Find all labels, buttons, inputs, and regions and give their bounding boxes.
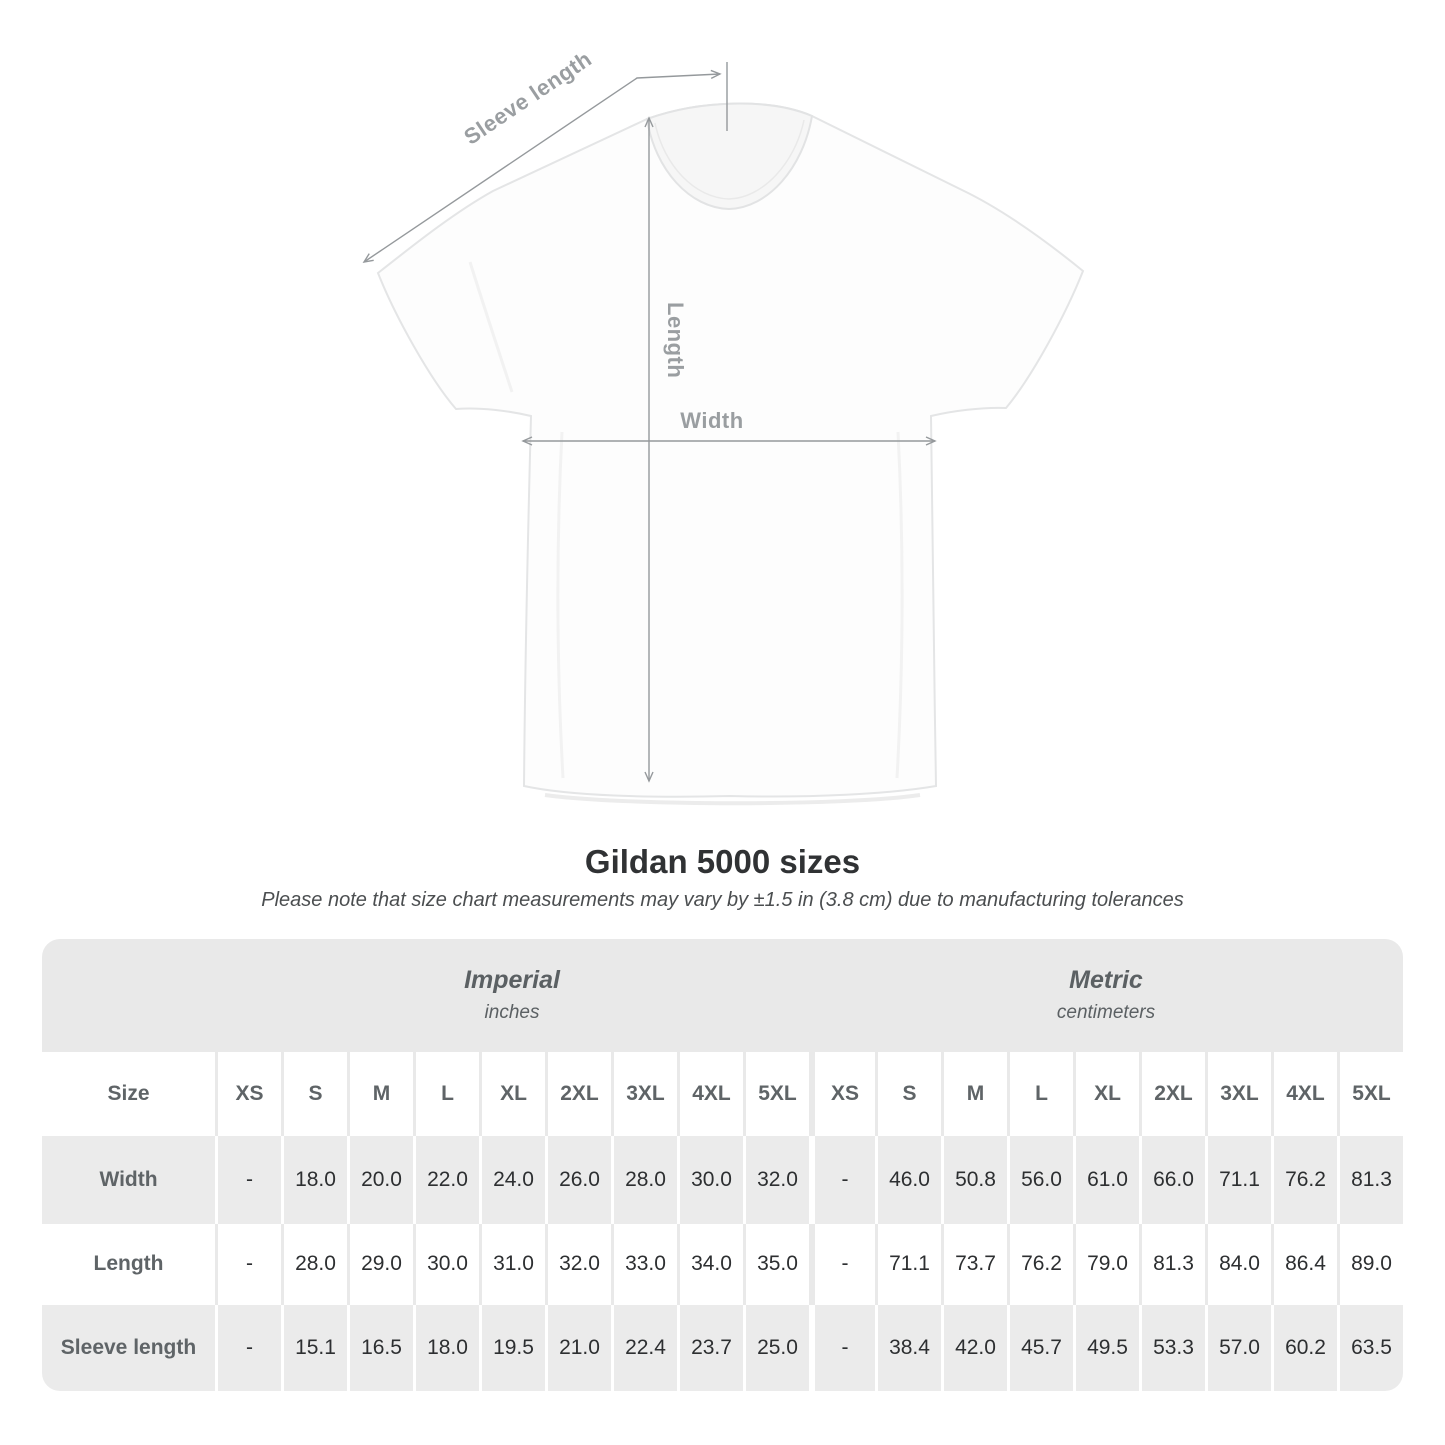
sleeve-length-label: Sleeve length: [459, 45, 597, 150]
value-cell: 22.4: [611, 1305, 677, 1391]
size-header-cell: 3XL: [1205, 1052, 1271, 1136]
value-cell: 20.0: [347, 1136, 413, 1224]
value-cell: 38.4: [875, 1305, 941, 1391]
value-cell: 22.0: [413, 1136, 479, 1224]
value-cell: 18.0: [413, 1305, 479, 1391]
value-cell: 16.5: [347, 1305, 413, 1391]
value-cell: 19.5: [479, 1305, 545, 1391]
value-cell: 26.0: [545, 1136, 611, 1224]
unit-groups-header: [42, 939, 1403, 1052]
size-header-cell: S: [281, 1052, 347, 1136]
value-cell: -: [809, 1136, 875, 1224]
value-cell: 73.7: [941, 1224, 1007, 1305]
size-header-cell: L: [413, 1052, 479, 1136]
value-cell: 76.2: [1271, 1136, 1337, 1224]
value-cell: 79.0: [1073, 1224, 1139, 1305]
value-cell: 46.0: [875, 1136, 941, 1224]
value-cell: 71.1: [875, 1224, 941, 1305]
unit-header-spacer: [42, 939, 215, 1052]
size-column-header: Size: [42, 1052, 215, 1136]
value-cell: 30.0: [413, 1224, 479, 1305]
size-header-cell: 5XL: [743, 1052, 809, 1136]
value-cell: 56.0: [1007, 1136, 1073, 1224]
value-cell: 31.0: [479, 1224, 545, 1305]
value-cell: 81.3: [1337, 1136, 1403, 1224]
value-cell: 66.0: [1139, 1136, 1205, 1224]
tolerance-note: Please note that size chart measurements may vary by ±1.5 in (3.8 cm) due to manufacturing tolerances: [261, 888, 1184, 911]
value-cell: 57.0: [1205, 1305, 1271, 1391]
value-cell: 28.0: [611, 1136, 677, 1224]
size-header-cell: 4XL: [1271, 1052, 1337, 1136]
unit-group-imperial: [215, 966, 809, 1024]
unit-group-metric: [809, 966, 1403, 1024]
size-header-cell: 5XL: [1337, 1052, 1403, 1136]
length-row: [42, 1224, 1403, 1305]
value-cell: -: [809, 1305, 875, 1391]
value-cell: 63.5: [1337, 1305, 1403, 1391]
value-cell: 34.0: [677, 1224, 743, 1305]
row-label: Sleeve length: [42, 1305, 215, 1391]
page-title: Gildan 5000 sizes: [584, 843, 861, 880]
value-cell: -: [809, 1224, 875, 1305]
value-cell: 53.3: [1139, 1305, 1205, 1391]
value-cell: 28.0: [281, 1224, 347, 1305]
size-header-cell: M: [941, 1052, 1007, 1136]
value-cell: 23.7: [677, 1305, 743, 1391]
value-cell: 45.7: [1007, 1305, 1073, 1391]
row-label: Length: [42, 1224, 215, 1305]
size-table: [42, 939, 1403, 1391]
value-cell: 42.0: [941, 1305, 1007, 1391]
value-cell: 81.3: [1139, 1224, 1205, 1305]
size-header-cell: 2XL: [1139, 1052, 1205, 1136]
value-cell: 60.2: [1271, 1305, 1337, 1391]
size-header-cell: 3XL: [611, 1052, 677, 1136]
width-label: Width: [680, 408, 744, 433]
width-row: [42, 1136, 1403, 1224]
size-header-cell: XL: [1073, 1052, 1139, 1136]
value-cell: 24.0: [479, 1136, 545, 1224]
value-cell: 25.0: [743, 1305, 809, 1391]
size-header-row: [42, 1052, 1403, 1136]
value-cell: 18.0: [281, 1136, 347, 1224]
sleeve-length-row: [42, 1305, 1403, 1391]
value-cell: 21.0: [545, 1305, 611, 1391]
size-header-cell: L: [1007, 1052, 1073, 1136]
measurements-table: [42, 1052, 1403, 1391]
value-cell: -: [215, 1305, 281, 1391]
value-cell: 15.1: [281, 1305, 347, 1391]
value-cell: 50.8: [941, 1136, 1007, 1224]
size-header-cell: M: [347, 1052, 413, 1136]
metric-units: centimeters: [1056, 1002, 1156, 1024]
imperial-label: Imperial: [464, 966, 560, 995]
size-header-cell: XS: [215, 1052, 281, 1136]
value-cell: -: [215, 1224, 281, 1305]
size-header-cell: S: [875, 1052, 941, 1136]
value-cell: 30.0: [677, 1136, 743, 1224]
value-cell: 32.0: [545, 1224, 611, 1305]
value-cell: 61.0: [1073, 1136, 1139, 1224]
value-cell: 71.1: [1205, 1136, 1271, 1224]
size-header-cell: 2XL: [545, 1052, 611, 1136]
size-header-cell: XS: [809, 1052, 875, 1136]
value-cell: 84.0: [1205, 1224, 1271, 1305]
value-cell: 86.4: [1271, 1224, 1337, 1305]
value-cell: 76.2: [1007, 1224, 1073, 1305]
value-cell: 89.0: [1337, 1224, 1403, 1305]
value-cell: 49.5: [1073, 1305, 1139, 1391]
imperial-units: inches: [484, 1002, 540, 1024]
value-cell: 29.0: [347, 1224, 413, 1305]
metric-label: Metric: [1069, 966, 1143, 995]
size-header-cell: XL: [479, 1052, 545, 1136]
value-cell: 32.0: [743, 1136, 809, 1224]
size-header-cell: 4XL: [677, 1052, 743, 1136]
value-cell: 33.0: [611, 1224, 677, 1305]
value-cell: 35.0: [743, 1224, 809, 1305]
length-label: Length: [663, 302, 688, 379]
value-cell: -: [215, 1136, 281, 1224]
row-label: Width: [42, 1136, 215, 1224]
